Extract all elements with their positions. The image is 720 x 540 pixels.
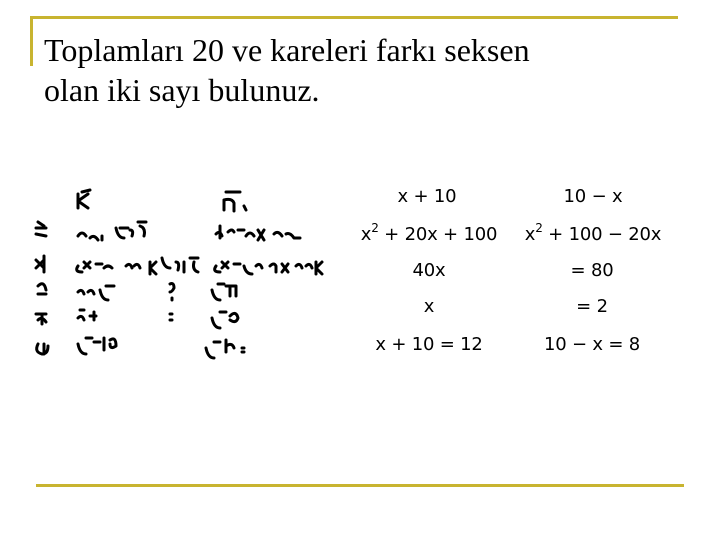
right-row-4: = 2 [576,296,608,317]
left-row-4: x [423,296,435,317]
left-row-2-base: x [360,224,372,245]
right-row-3: = 80 [570,260,614,281]
right-row-2-rest: + 100 − 20x [542,224,662,245]
left-row-3: 40x [412,260,446,281]
left-row-2-rest: + 20x + 100 [378,224,498,245]
left-rule [30,16,33,66]
left-row-5: x + 10 = 12 [375,334,483,355]
greek-manuscript-image [34,186,344,366]
top-rule [30,16,678,19]
right-row-2-base: x [524,224,536,245]
right-row-2-exponent: 2 [535,221,543,235]
bottom-rule [36,484,684,487]
right-row-1: 10 − x [563,186,623,207]
left-row-2-exponent: 2 [371,221,379,235]
left-row-2 [360,221,498,245]
left-row-1: x + 10 [397,186,457,207]
right-row-2 [524,221,662,245]
slide-title [44,30,684,110]
slide-title-line-2: olan iki sayı bulunuz. [44,72,320,108]
right-row-5: 10 − x = 8 [543,334,641,355]
handwritten-greek-manuscript-icon [34,186,344,366]
slide-title-line-1: Toplamları 20 ve kareleri farkı seksen [44,32,530,68]
